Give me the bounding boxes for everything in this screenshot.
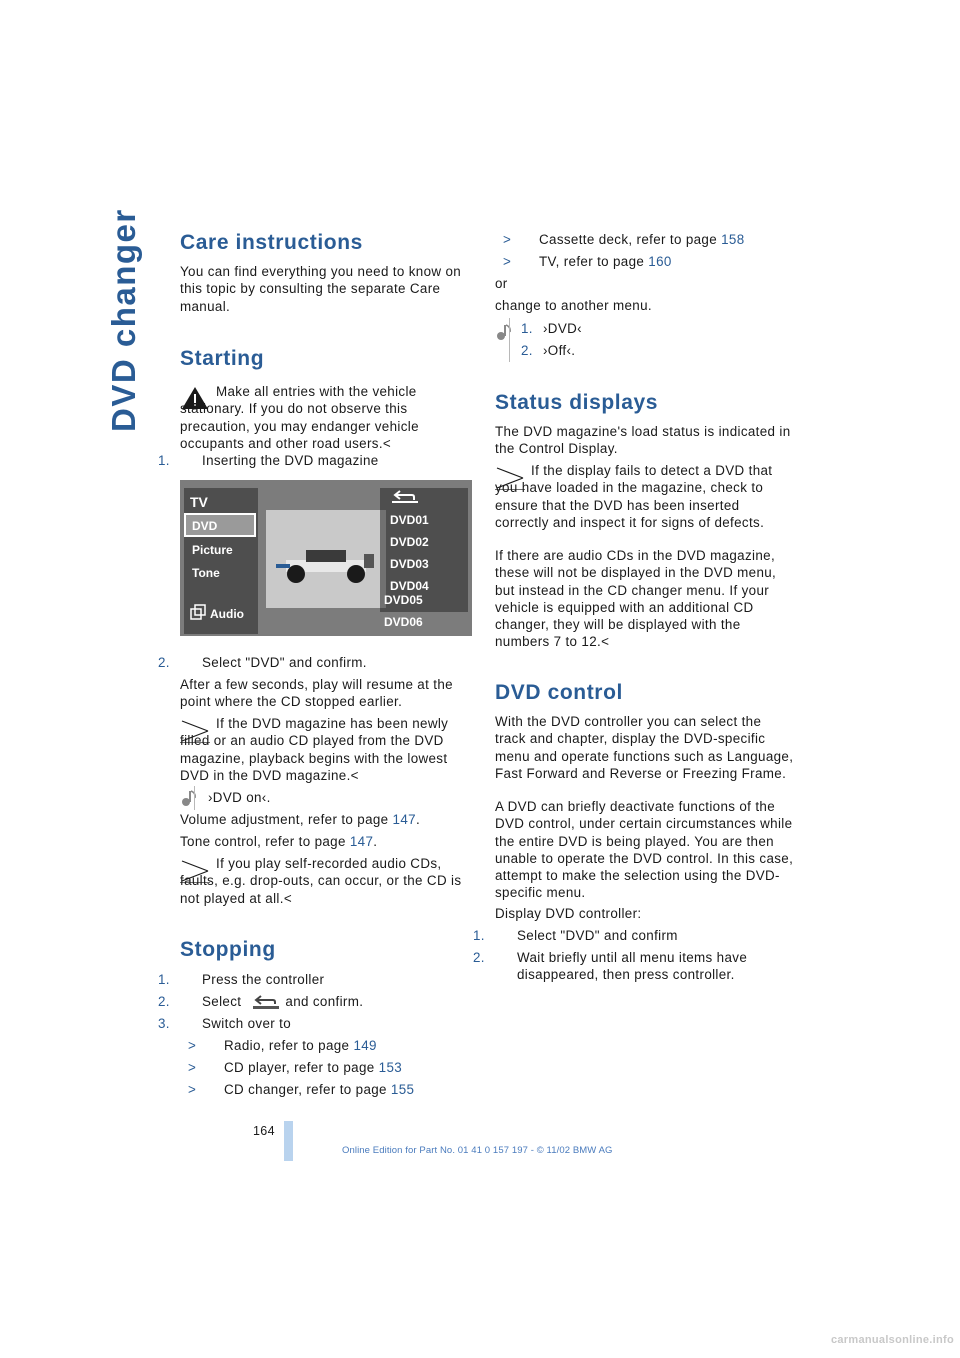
menu-item-dvd06[interactable]: DVD06 [384,615,423,629]
menu-item-dvd03[interactable]: DVD03 [390,557,429,571]
switch-cassette: > Cassette deck, refer to page 158 [503,232,745,247]
or-text: or [495,276,508,291]
link-page-153[interactable]: 153 [378,1060,403,1075]
link-page-147-volume[interactable]: 147 [392,812,416,827]
back-arrow-icon[interactable] [392,490,418,504]
note-audio-cd-text: If you play self-recorded audio CDs, faults, e.g. drop-outs, can occur, or the CD is not played at all.< [180,856,462,906]
watermark: carmanualsonline.info [830,1334,954,1346]
status-note-text: If the display fails to detect a DVD that you have loaded in the magazine, check to ensure that the DVD has been inserted correctly and inspect it for signs of defects. [495,463,773,530]
starting-step-2: 2. Select "DVD" and confirm. [158,655,367,670]
voice-step-2: 2. ›Off‹. [521,343,576,358]
starting-step-1: 1. Inserting the DVD magazine [158,453,379,468]
control-para-1: With the DVD controller you can select the track and chapter, display the DVD-specific menu and operate functions such as Language, Fast Forward and Reverse or Freezing Frame. [495,714,794,781]
voice-step-1: 1. ›DVD‹ [521,321,582,336]
left-menu-panel [184,488,258,634]
menu-item-tv[interactable]: TV [190,494,208,510]
menu-item-audio[interactable]: Audio [210,607,244,621]
status-para-2: If there are audio CDs in the DVD magazine, these will not be displayed in the DVD menu, but instead in the CD changer menu. If your vehicle is equipped with an additional CD changer, they will be displayed with the numbers 7 to 12.< [495,548,777,650]
audio-menu-icon [190,604,206,620]
heading-care-instructions: Care instructions [180,231,363,254]
menu-item-dvd02[interactable]: DVD02 [390,535,429,549]
link-page-147-tone[interactable]: 147 [349,834,374,849]
heading-starting: Starting [180,347,265,370]
switch-cd-changer: > CD changer, refer to page 155 [188,1082,415,1097]
note-magazine-text: If the DVD magazine has been newly filled or an audio CD played from the DVD magazine, playback begins with the lowest DVD in the DVD magazine.< [180,716,449,783]
heading-stopping: Stopping [180,938,276,961]
tone-control: Tone control, refer to page 147. [180,834,378,849]
starting-warning-text: Make all entries with the vehicle stationary. If you do not observe this precaution, you may endanger vehicle occupants and other road users.< [180,384,419,451]
display-controller-text: Display DVD controller: [495,906,642,921]
link-page-158[interactable]: 158 [721,232,745,247]
link-page-155[interactable]: 155 [390,1082,415,1097]
resume-text: After a few seconds, play will resume at the point where the CD stopped earlier. [180,677,453,710]
heading-status-displays: Status displays [495,391,659,414]
volume-adjustment: Volume adjustment, refer to page 147. [180,812,421,827]
stopping-step-3: 3. Switch over to [158,1016,291,1031]
back-arrow-icon [253,994,279,1010]
switch-radio: > Radio, refer to page 149 [188,1038,377,1053]
menu-item-dvd01[interactable]: DVD01 [390,513,429,527]
page-marker-bar [284,1121,293,1161]
stopping-step-2: 2. Select and confirm. [158,994,364,1009]
heading-dvd-control: DVD control [495,681,623,704]
menu-item-dvd04[interactable]: DVD04 [390,579,429,593]
menu-item-tone[interactable]: Tone [192,566,220,580]
change-menu-text: change to another menu. [495,298,652,313]
side-chapter-title: DVD changer [105,208,142,432]
voice-dvd-on: ›DVD on‹. [208,790,271,805]
dvd-menu-screenshot [180,480,472,636]
race-car-image [276,540,376,584]
menu-item-dvd05[interactable]: DVD05 [384,593,423,607]
menu-item-picture[interactable]: Picture [192,543,233,557]
link-page-149[interactable]: 149 [353,1038,377,1053]
link-page-160[interactable]: 160 [648,254,672,269]
switch-tv: > TV, refer to page 160 [503,254,672,269]
switch-cd-player: > CD player, refer to page 153 [188,1060,403,1075]
control-step-2: 2. Wait briefly until all menu items have disappeared, then press controller. [473,950,748,983]
menu-item-dvd[interactable]: DVD [184,513,256,537]
page-number: 164 [253,1124,275,1138]
care-text: You can find everything you need to know on this topic by consulting the separate Care manual. [180,264,462,314]
stopping-step-1: 1. Press the controller [158,972,325,987]
control-para-2: A DVD can briefly deactivate functions of the DVD control, under certain circumstances while the entire DVD is being played. You are then unable to operate the DVD control. In this case, attempt to make the selection using the DVD-specific menu. [495,799,794,901]
control-step-1: 1. Select "DVD" and confirm [473,928,678,943]
footer-edition-text: Online Edition for Part No. 01 41 0 157 197 - © 11/02 BMW AG [342,1145,613,1156]
status-text: The DVD magazine's load status is indicated in the Control Display. [495,424,791,457]
